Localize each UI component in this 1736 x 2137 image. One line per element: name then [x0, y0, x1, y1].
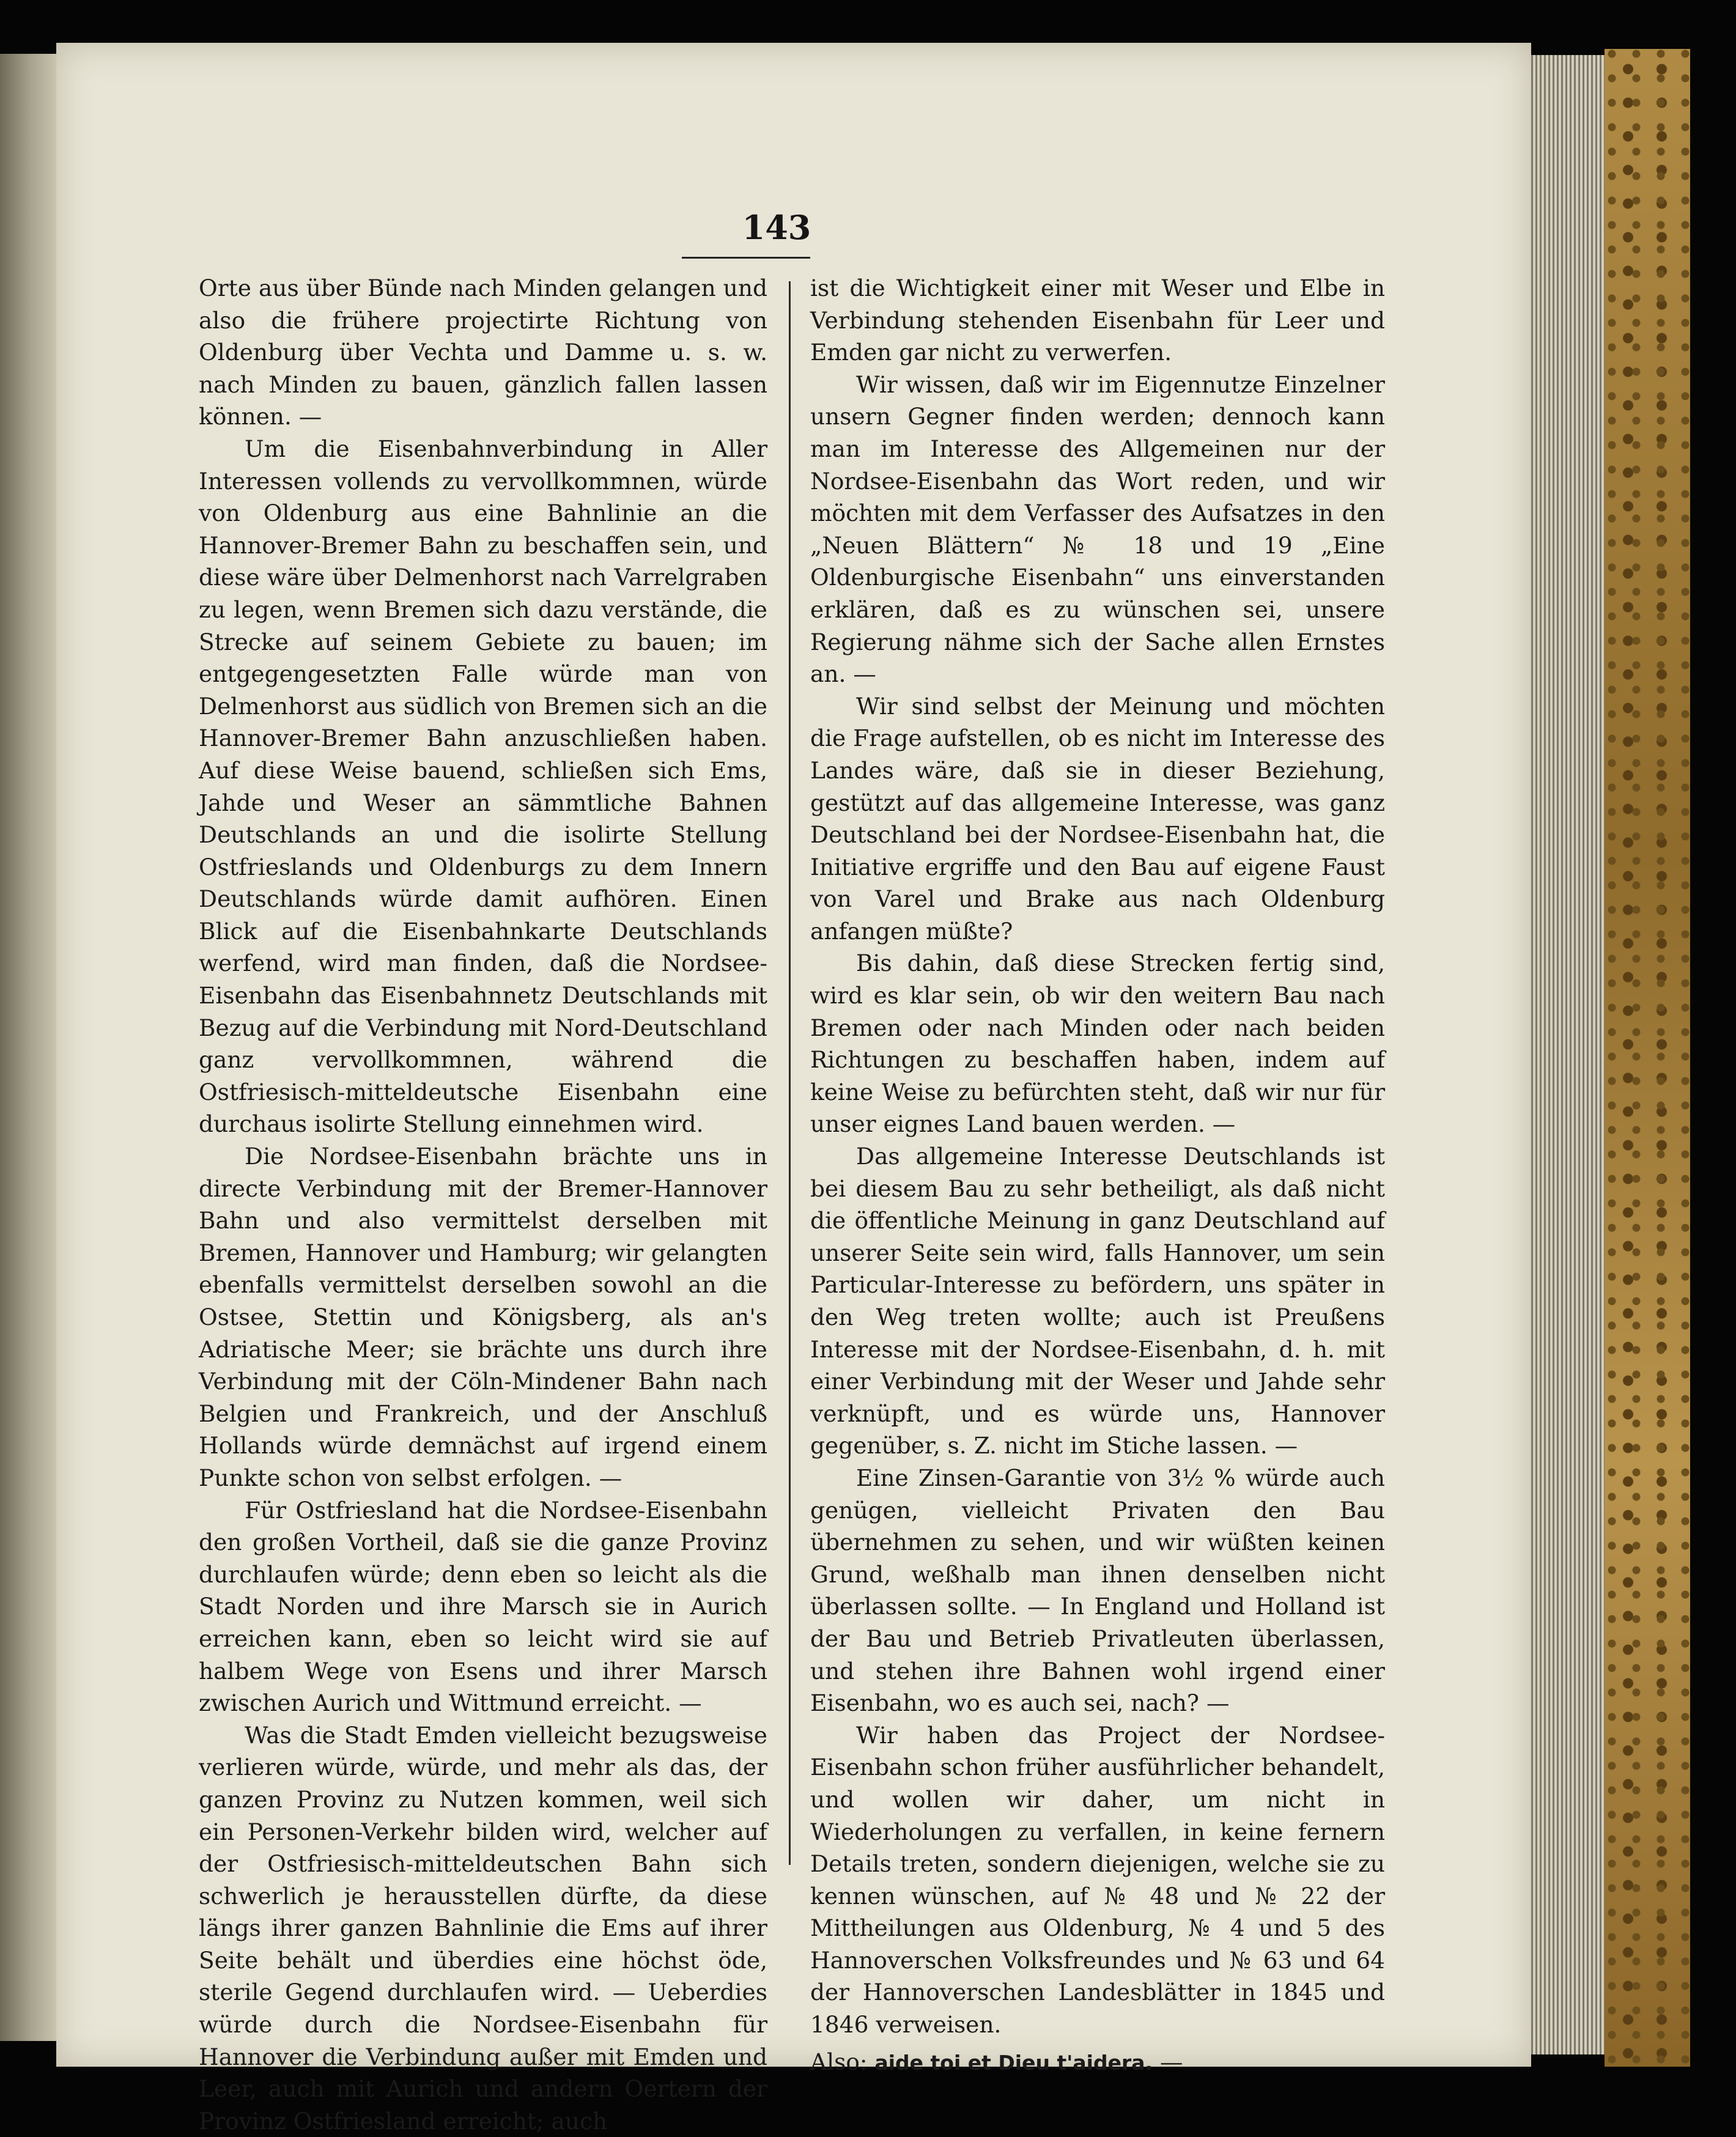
facing-page-edge	[0, 54, 56, 2041]
page-number: 143	[742, 208, 811, 247]
left-paragraph-4: Für Ostfriesland hat die Nordsee-Eisenbahn den großen Vortheil, daß sie die ganze Provinz durchlaufen würde; denn eben so leicht als die Stadt Norden und ihre Marsch sie in Aurich erreichen kann, eben so leicht wird sie auf halbem Wege von Esens und ihrer Marsch zwischen Aurich und Wittmund erreicht. —	[199, 1496, 767, 1717]
page-edges	[1531, 55, 1605, 2054]
right-paragraph-7: Wir haben das Project der Nordsee-Eisenbahn schon früher ausführlicher behandelt, und wollen wir daher, um nicht in Wiederholungen zu verfallen, in keine fernern Details treten, sondern diejenigen, welche sie zu kennen wünschen, auf № 48 und № 22 der Mittheilungen aus Oldenburg, № 4 und 5 des Hannoverschen Volksfreundes und № 63 und 64 der Hannoverschen Landesblätter in 1845 und 1846 verweisen.	[810, 1721, 1385, 2039]
right-paragraph-1: ist die Wichtigkeit einer mit Weser und Elbe in Verbindung stehenden Eisenbahn für Leer und Emden gar nicht zu verwerfen.	[810, 275, 1385, 366]
header-rule	[682, 257, 810, 259]
left-paragraph-3: Die Nordsee-Eisenbahn brächte uns in directe Verbindung mit der Bremer-Hannover Bahn und also vermittelst derselben mit Bremen, Hannover und Hamburg; wir gelangten ebenfalls vermittelst derselben sowohl an die Ostsee, Stettin und Königsberg, als an's Adriatische Meer; sie brächte uns durch ihre Verbindung mit der Cöln-Mindener Bahn nach Belgien und Frankreich, und der Anschluß Hollands würde demnächst auf irgend einem Punkte schon von selbst erfolgen. —	[199, 1143, 767, 1491]
left-paragraph-1: Orte aus über Bünde nach Minden gelangen und also die frühere projectirte Richtung von Oldenburg über Vechta und Damme u. s. w. nach Minden zu bauen, gänzlich fallen lassen können. —	[199, 275, 767, 430]
closing-dash: —	[1159, 2048, 1183, 2075]
closing-motto: aide toi et Dieu t'aidera.	[874, 2050, 1153, 2075]
right-paragraph-3: Wir sind selbst der Meinung und möchten die Frage aufstellen, ob es nicht im Interesse des Landes wäre, daß sie in dieser Beziehung, gestützt auf das allgemeine Interesse, was ganz Deutschland bei der Nordsee-Eisenbahn hat, die Initiative ergriffe und den Bau auf eigene Faust von Varel und Brake aus nach Oldenburg anfangen müßte?	[810, 692, 1385, 945]
right-paragraph-4: Bis dahin, daß diese Strecken fertig sind, wird es klar sein, ob wir den weitern Bau nach Bremen oder nach Minden oder nach beiden Richtungen zu beschaffen haben, indem auf keine Weise zu befürchten steht, daß wir nur für unser eignes Land bauen werden. —	[810, 950, 1385, 1138]
right-paragraph-2: Wir wissen, daß wir im Eigennutze Einzelner unsern Gegner finden werden; dennoch kann man im Interesse des Allgemeinen nur der Nordsee-Eisenbahn das Wort reden, und wir möchten mit dem Verfasser des Aufsatzes in den „Neuen Blättern“ № 18 und 19 „Eine Oldenburgische Eisenbahn“ uns einverstanden erklären, daß es zu wünschen sei, unsere Regierung nähme sich der Sache allen Ernstes an. —	[810, 371, 1385, 688]
closing-line	[810, 2046, 1385, 2080]
left-paragraph-5: Was die Stadt Emden vielleicht bezugsweise verlieren würde, würde, und mehr als das, der ganzen Provinz zu Nutzen kommen, weil sich ein Personen-Verkehr bilden wird, welcher auf der Ostfriesisch-mitteldeutschen Bahn sich schwerlich je herausstellen dürfte, da diese längs ihrer ganzen Bahnlinie die Ems auf ihrer Seite behält und überdies eine höchst öde, sterile Gegend durchlaufen wird. — Ueberdies würde durch die Nordsee-Eisenbahn für Hannover die Verbindung außer mit Emden und Leer, auch mit Aurich und andern Oertern der Provinz Ostfriesland erreicht; auch	[199, 1721, 767, 2135]
left-column	[199, 272, 767, 2137]
marbled-cover-board	[1605, 49, 1690, 2067]
right-column	[810, 272, 1385, 2079]
closing-prefix: Also:	[810, 2048, 868, 2075]
column-divider	[789, 281, 791, 1865]
left-paragraph-2: Um die Eisenbahnverbindung in Aller Interessen vollends zu vervollkommnen, würde von Oldenburg aus eine Bahnlinie an die Hannover-Bremer Bahn zu beschaffen sein, und diese wäre über Delmenhorst nach Varrelgraben zu legen, wenn Bremen sich dazu verstände, die Strecke auf seinem Gebiete zu bauen; im entgegengesetzten Falle würde man von Delmenhorst aus südlich von Bremen sich an die Hannover-Bremer Bahn anzuschließen haben. Auf diese Weise bauend, schließen sich Ems, Jahde und Weser an sämmtliche Bahnen Deutschlands an und die isolirte Stellung Ostfrieslands und Oldenburgs zu dem Innern Deutschlands würde damit aufhören. Einen Blick auf die Eisenbahnkarte Deutschlands werfend, wird man finden, daß die Nordsee-Eisenbahn das Eisenbahnnetz Deutschlands mit Bezug auf die Verbindung mit Nord-Deutschland ganz vervollkommnen, während die Ostfriesisch-mitteldeutsche Eisenbahn eine durchaus isolirte Stellung einnehmen wird.	[199, 435, 767, 1138]
right-paragraph-5: Das allgemeine Interesse Deutschlands ist bei diesem Bau zu sehr betheiligt, als daß nicht die öffentliche Meinung in ganz Deutschland auf unserer Seite sein wird, falls Hannover, um sein Particular-Interesse zu befördern, uns später in den Weg treten wollte; auch ist Preußens Interesse mit der Nordsee-Eisenbahn, d. h. mit einer Verbindung mit der Weser und Jahde sehr verknüpft, und es würde uns, Hannover gegenüber, s. Z. nicht im Stiche lassen. —	[810, 1143, 1385, 1460]
right-paragraph-6: Eine Zinsen-Garantie von 3½ % würde auch genügen, vielleicht Privaten den Bau übernehmen zu sehen, und wir wüßten keinen Grund, weßhalb man ihnen denselben nicht überlassen sollte. — In England und Holland ist der Bau und Betrieb Privatleuten überlassen, und stehen ihre Bahnen wohl irgend einer Eisenbahn, wo es auch sei, nach? —	[810, 1464, 1385, 1717]
